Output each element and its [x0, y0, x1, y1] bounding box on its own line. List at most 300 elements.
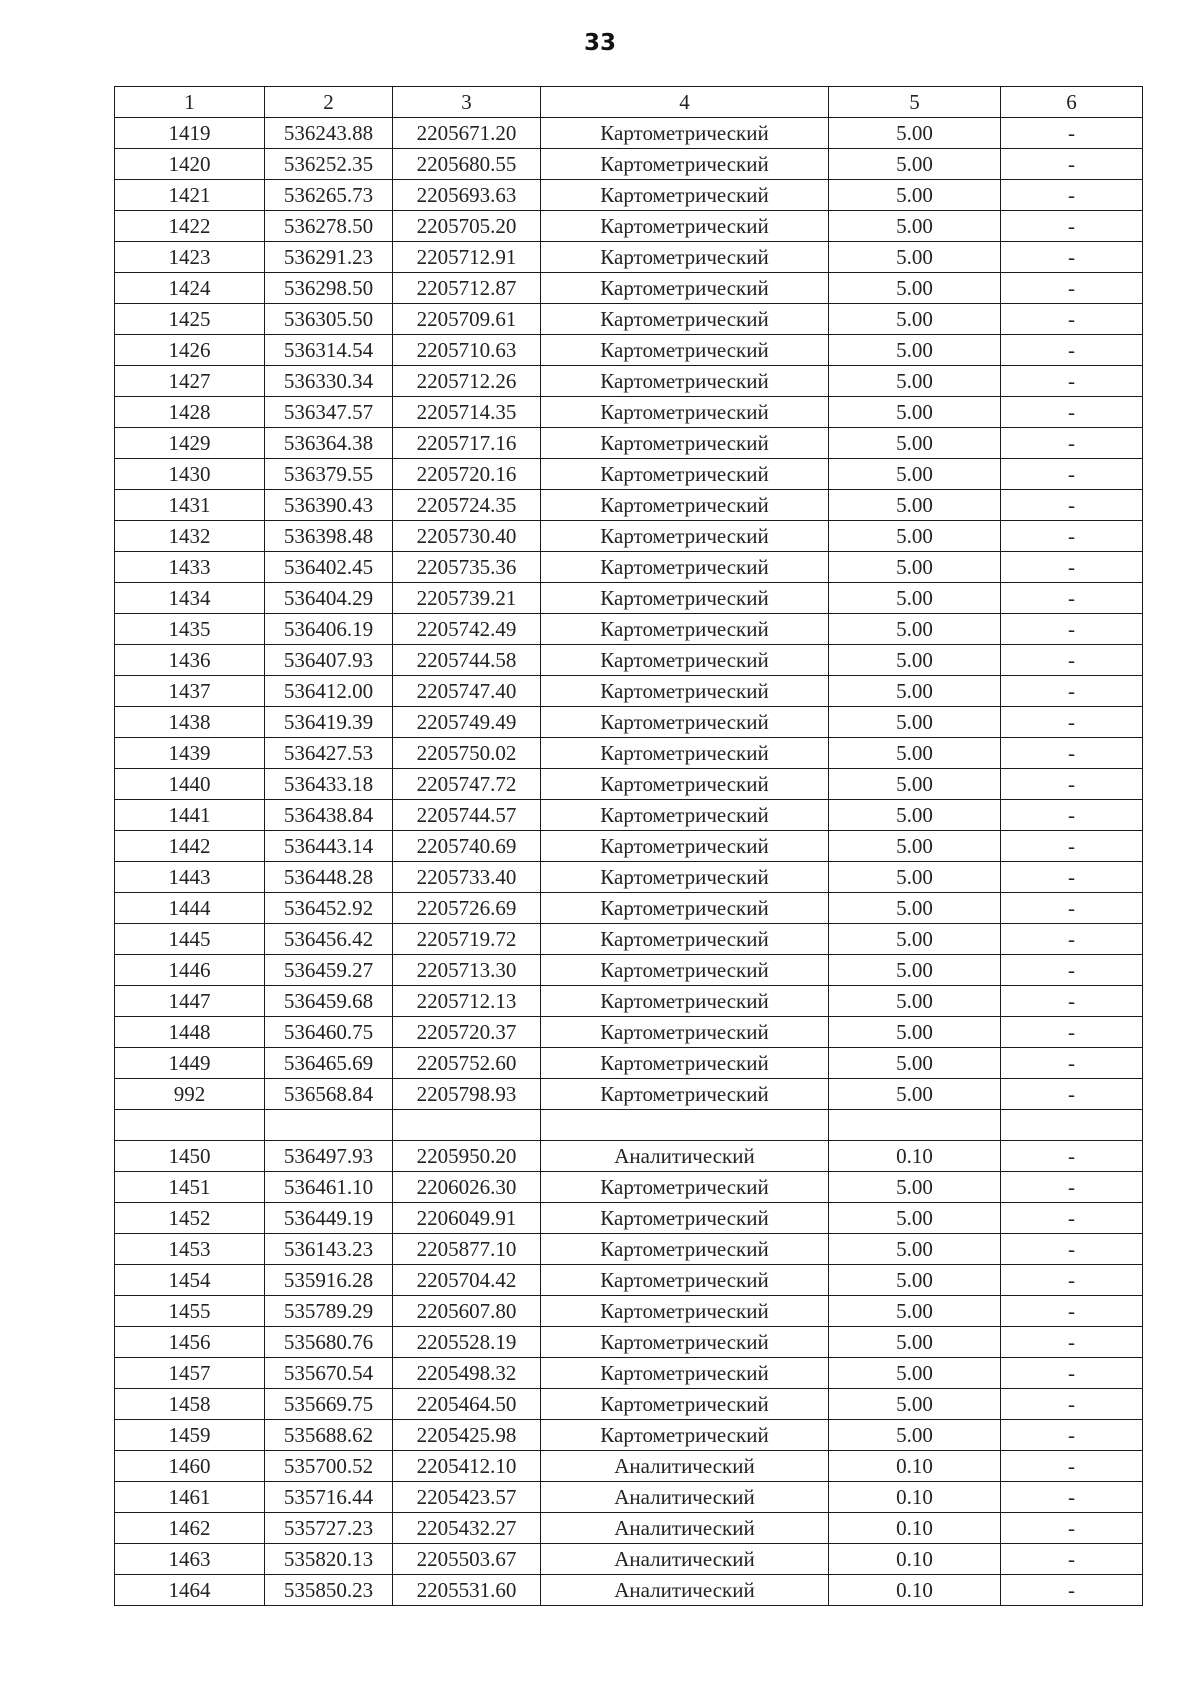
table-row	[115, 831, 1143, 862]
table-cell: -	[1001, 552, 1143, 583]
table-cell: 2205531.60	[393, 1575, 541, 1606]
table-row	[115, 1482, 1143, 1513]
header-cell: 1	[115, 87, 265, 118]
table-cell: 5.00	[829, 149, 1001, 180]
table-cell: Картометрический	[541, 459, 829, 490]
table-cell: 2205730.40	[393, 521, 541, 552]
table-cell: 1422	[115, 211, 265, 242]
table-cell: 2205744.58	[393, 645, 541, 676]
table-row	[115, 1234, 1143, 1265]
table-cell: 1420	[115, 149, 265, 180]
table-cell: 5.00	[829, 738, 1001, 769]
header-cell: 2	[265, 87, 393, 118]
table-cell: 5.00	[829, 118, 1001, 149]
table-cell: 536143.23	[265, 1234, 393, 1265]
table-cell: Аналитический	[541, 1451, 829, 1482]
table-cell: Картометрический	[541, 1017, 829, 1048]
table-cell: 536456.42	[265, 924, 393, 955]
table-cell: 5.00	[829, 211, 1001, 242]
table-cell: 2205528.19	[393, 1327, 541, 1358]
table-cell: -	[1001, 1575, 1143, 1606]
table-cell: -	[1001, 738, 1143, 769]
table-cell: 1441	[115, 800, 265, 831]
table-cell: 1446	[115, 955, 265, 986]
table-cell: 0.10	[829, 1141, 1001, 1172]
table-cell: Картометрический	[541, 645, 829, 676]
table-cell: 536398.48	[265, 521, 393, 552]
table-cell: 2205733.40	[393, 862, 541, 893]
table-row	[115, 924, 1143, 955]
table-cell: -	[1001, 1358, 1143, 1389]
table-cell: -	[1001, 397, 1143, 428]
table-cell: 5.00	[829, 1296, 1001, 1327]
table-cell: 2205710.63	[393, 335, 541, 366]
table-row	[115, 1079, 1143, 1110]
table-row	[115, 1296, 1143, 1327]
table-header-row	[115, 87, 1143, 118]
table-cell: 2205712.26	[393, 366, 541, 397]
table-cell: 5.00	[829, 273, 1001, 304]
table-cell: 1448	[115, 1017, 265, 1048]
table-cell: 536291.23	[265, 242, 393, 273]
table-row	[115, 614, 1143, 645]
table-cell: 2205680.55	[393, 149, 541, 180]
table-cell: 5.00	[829, 490, 1001, 521]
table-cell: 5.00	[829, 180, 1001, 211]
table-row	[115, 800, 1143, 831]
table-cell: 2205752.60	[393, 1048, 541, 1079]
table-cell: -	[1001, 800, 1143, 831]
table-cell: 2205749.49	[393, 707, 541, 738]
table-cell: 536390.43	[265, 490, 393, 521]
table-cell: 2205720.37	[393, 1017, 541, 1048]
table-cell: 2205425.98	[393, 1420, 541, 1451]
table-cell: 1445	[115, 924, 265, 955]
table-cell: -	[1001, 273, 1143, 304]
table-row	[115, 645, 1143, 676]
table-cell: Картометрический	[541, 211, 829, 242]
table-cell: Аналитический	[541, 1141, 829, 1172]
table-cell: 536305.50	[265, 304, 393, 335]
table-cell: 2205705.20	[393, 211, 541, 242]
header-cell: 5	[829, 87, 1001, 118]
table-cell: Картометрический	[541, 521, 829, 552]
table-cell: -	[1001, 707, 1143, 738]
table-cell: -	[1001, 862, 1143, 893]
table-row	[115, 1575, 1143, 1606]
table-cell: 535850.23	[265, 1575, 393, 1606]
table-cell: 1439	[115, 738, 265, 769]
table-cell: Картометрический	[541, 1079, 829, 1110]
table-cell: 536419.39	[265, 707, 393, 738]
table-cell: 2205503.67	[393, 1544, 541, 1575]
table-cell: Картометрический	[541, 955, 829, 986]
table-cell: 5.00	[829, 614, 1001, 645]
table-cell: Картометрический	[541, 1203, 829, 1234]
table-cell: -	[1001, 521, 1143, 552]
table-cell: 2205712.13	[393, 986, 541, 1017]
table-cell: 535820.13	[265, 1544, 393, 1575]
page-number: 33	[583, 30, 616, 56]
table-cell: -	[1001, 893, 1143, 924]
table-cell: 536265.73	[265, 180, 393, 211]
table-cell: 992	[115, 1079, 265, 1110]
table-cell: 536497.93	[265, 1141, 393, 1172]
table-cell: 1426	[115, 335, 265, 366]
table-cell: Картометрический	[541, 242, 829, 273]
table-row	[115, 1544, 1143, 1575]
table-cell: 5.00	[829, 1234, 1001, 1265]
table-cell: Картометрический	[541, 1358, 829, 1389]
table-cell: 0.10	[829, 1482, 1001, 1513]
table-cell: Картометрический	[541, 1234, 829, 1265]
table-cell: Картометрический	[541, 335, 829, 366]
table-row	[115, 242, 1143, 273]
table-row	[115, 893, 1143, 924]
table-cell: Картометрический	[541, 1420, 829, 1451]
table-cell: 1464	[115, 1575, 265, 1606]
header-cell: 3	[393, 87, 541, 118]
table-cell: Картометрический	[541, 831, 829, 862]
table-cell: 2205720.16	[393, 459, 541, 490]
table-cell: 1454	[115, 1265, 265, 1296]
table-cell: 1444	[115, 893, 265, 924]
table-cell: -	[1001, 986, 1143, 1017]
table-cell: -	[1001, 1203, 1143, 1234]
table-cell: -	[1001, 335, 1143, 366]
table-cell: -	[1001, 1017, 1143, 1048]
table-cell: 536330.34	[265, 366, 393, 397]
table-cell: 536243.88	[265, 118, 393, 149]
table-cell: Аналитический	[541, 1513, 829, 1544]
table-cell: -	[1001, 1234, 1143, 1265]
header-cell: 4	[541, 87, 829, 118]
table-cell: 1423	[115, 242, 265, 273]
table-cell: -	[1001, 645, 1143, 676]
table-cell	[115, 1110, 265, 1141]
table-cell: 536347.57	[265, 397, 393, 428]
table-cell: Картометрический	[541, 676, 829, 707]
table-cell: 536406.19	[265, 614, 393, 645]
table-cell: Картометрический	[541, 893, 829, 924]
table-cell: 536252.35	[265, 149, 393, 180]
table-cell: 1443	[115, 862, 265, 893]
table-cell: 2205412.10	[393, 1451, 541, 1482]
table-cell: 536298.50	[265, 273, 393, 304]
table-cell: 5.00	[829, 1389, 1001, 1420]
table-cell: 536438.84	[265, 800, 393, 831]
table-row	[115, 1141, 1143, 1172]
table-row	[115, 490, 1143, 521]
table-row	[115, 955, 1143, 986]
table-cell: 1451	[115, 1172, 265, 1203]
table-row	[115, 738, 1143, 769]
table-cell: Картометрический	[541, 1265, 829, 1296]
table-row	[115, 1048, 1143, 1079]
table-cell: -	[1001, 955, 1143, 986]
table-row	[115, 149, 1143, 180]
table-cell: 1425	[115, 304, 265, 335]
table-cell: 536459.68	[265, 986, 393, 1017]
table-cell: 1429	[115, 428, 265, 459]
table-cell: 1430	[115, 459, 265, 490]
table-cell: 2205693.63	[393, 180, 541, 211]
table-cell: 2206026.30	[393, 1172, 541, 1203]
table-row	[115, 1327, 1143, 1358]
table-row	[115, 583, 1143, 614]
table-cell: 536461.10	[265, 1172, 393, 1203]
table-row	[115, 428, 1143, 459]
table-row	[115, 211, 1143, 242]
table-cell: 1456	[115, 1327, 265, 1358]
table-cell: 5.00	[829, 1172, 1001, 1203]
table-cell: -	[1001, 1482, 1143, 1513]
table-row	[115, 1203, 1143, 1234]
table-cell: Картометрический	[541, 273, 829, 304]
table-cell: 536427.53	[265, 738, 393, 769]
table-cell: Аналитический	[541, 1482, 829, 1513]
table-cell: -	[1001, 1513, 1143, 1544]
table-cell	[265, 1110, 393, 1141]
table-cell: 5.00	[829, 335, 1001, 366]
table-cell: 2205713.30	[393, 955, 541, 986]
table-cell: 535789.29	[265, 1296, 393, 1327]
table-cell: 0.10	[829, 1451, 1001, 1482]
table-cell	[829, 1110, 1001, 1141]
table-cell: 536433.18	[265, 769, 393, 800]
table-cell: 5.00	[829, 1079, 1001, 1110]
table-cell: 5.00	[829, 645, 1001, 676]
table-cell: Картометрический	[541, 1389, 829, 1420]
table-cell: 5.00	[829, 1203, 1001, 1234]
table-cell: 536448.28	[265, 862, 393, 893]
table-cell: 2205423.57	[393, 1482, 541, 1513]
table-cell: 2205877.10	[393, 1234, 541, 1265]
table-row	[115, 180, 1143, 211]
table-body	[115, 118, 1143, 1606]
table-cell: 536452.92	[265, 893, 393, 924]
table-cell: 2205607.80	[393, 1296, 541, 1327]
table-cell	[1001, 1110, 1143, 1141]
table-cell: Картометрический	[541, 180, 829, 211]
table-cell: Картометрический	[541, 583, 829, 614]
table-cell: Картометрический	[541, 738, 829, 769]
table-cell: 535727.23	[265, 1513, 393, 1544]
table-cell: 536465.69	[265, 1048, 393, 1079]
table-cell: 5.00	[829, 986, 1001, 1017]
table-cell: Аналитический	[541, 1544, 829, 1575]
table-cell: 5.00	[829, 1048, 1001, 1079]
table-cell: 2205671.20	[393, 118, 541, 149]
table-cell: 2205712.87	[393, 273, 541, 304]
header-cell: 6	[1001, 87, 1143, 118]
table-cell: 1419	[115, 118, 265, 149]
table-cell: 536459.27	[265, 955, 393, 986]
table-cell: -	[1001, 1172, 1143, 1203]
table-cell: Картометрический	[541, 304, 829, 335]
table-cell: 2205704.42	[393, 1265, 541, 1296]
table-cell: 0.10	[829, 1544, 1001, 1575]
table-cell: 2205950.20	[393, 1141, 541, 1172]
table-cell: Картометрический	[541, 490, 829, 521]
table-cell: 5.00	[829, 521, 1001, 552]
table-cell: 5.00	[829, 1327, 1001, 1358]
table-cell: 0.10	[829, 1513, 1001, 1544]
table-cell: 2205742.49	[393, 614, 541, 645]
table-cell: 536568.84	[265, 1079, 393, 1110]
table-cell: Картометрический	[541, 428, 829, 459]
table-cell: -	[1001, 149, 1143, 180]
table-cell: 2205717.16	[393, 428, 541, 459]
table-cell: 5.00	[829, 769, 1001, 800]
table-cell: -	[1001, 831, 1143, 862]
table-cell: 1455	[115, 1296, 265, 1327]
table-cell: -	[1001, 366, 1143, 397]
table-cell: 2205798.93	[393, 1079, 541, 1110]
table-cell: Картометрический	[541, 1296, 829, 1327]
table-cell: -	[1001, 459, 1143, 490]
table-row	[115, 1110, 1143, 1141]
table-cell: 2205719.72	[393, 924, 541, 955]
table-cell: 2206049.91	[393, 1203, 541, 1234]
table-cell: 536278.50	[265, 211, 393, 242]
table-cell: 5.00	[829, 676, 1001, 707]
table-cell: 536404.29	[265, 583, 393, 614]
table-cell: 535670.54	[265, 1358, 393, 1389]
table-cell: Картометрический	[541, 1327, 829, 1358]
table-cell: 2205432.27	[393, 1513, 541, 1544]
table-row	[115, 459, 1143, 490]
table-cell: 1460	[115, 1451, 265, 1482]
table-cell: -	[1001, 1296, 1143, 1327]
table-cell: 536402.45	[265, 552, 393, 583]
table-cell: 536314.54	[265, 335, 393, 366]
table-cell: Картометрический	[541, 769, 829, 800]
table-cell: 1457	[115, 1358, 265, 1389]
table-row	[115, 1017, 1143, 1048]
table-cell: 5.00	[829, 862, 1001, 893]
table-row	[115, 118, 1143, 149]
table-cell: Картометрический	[541, 552, 829, 583]
table-cell: -	[1001, 614, 1143, 645]
table-cell: 5.00	[829, 428, 1001, 459]
table-cell: 5.00	[829, 800, 1001, 831]
table-cell: 1424	[115, 273, 265, 304]
table-row	[115, 1265, 1143, 1296]
table-cell: 2205714.35	[393, 397, 541, 428]
table-cell: 1435	[115, 614, 265, 645]
table-cell: Картометрический	[541, 614, 829, 645]
table-cell: Картометрический	[541, 149, 829, 180]
table-row	[115, 769, 1143, 800]
table-cell: 1432	[115, 521, 265, 552]
table-cell: -	[1001, 428, 1143, 459]
table-cell: -	[1001, 1451, 1143, 1482]
table-cell: 1452	[115, 1203, 265, 1234]
table-row	[115, 552, 1143, 583]
table-cell: 2205747.40	[393, 676, 541, 707]
table-cell: 2205747.72	[393, 769, 541, 800]
table-cell: 5.00	[829, 707, 1001, 738]
table-cell: 2205735.36	[393, 552, 541, 583]
table-cell: 5.00	[829, 955, 1001, 986]
table-cell: 1453	[115, 1234, 265, 1265]
table-cell: -	[1001, 1389, 1143, 1420]
table-row	[115, 986, 1143, 1017]
table-cell: 2205724.35	[393, 490, 541, 521]
table-cell: Картометрический	[541, 397, 829, 428]
table-cell: 5.00	[829, 304, 1001, 335]
table-cell: 1458	[115, 1389, 265, 1420]
table-cell: 0.10	[829, 1575, 1001, 1606]
table-row	[115, 273, 1143, 304]
table-cell: Картометрический	[541, 1172, 829, 1203]
coordinates-table	[114, 86, 1143, 1606]
table-cell: Картометрический	[541, 986, 829, 1017]
table-cell: Картометрический	[541, 707, 829, 738]
table-cell: 1459	[115, 1420, 265, 1451]
table-row	[115, 366, 1143, 397]
table-cell: 1438	[115, 707, 265, 738]
table-cell: 536364.38	[265, 428, 393, 459]
table-row	[115, 1451, 1143, 1482]
table-cell: Картометрический	[541, 862, 829, 893]
table-cell: 5.00	[829, 1017, 1001, 1048]
table-cell: -	[1001, 242, 1143, 273]
table-cell: 1434	[115, 583, 265, 614]
table-cell: Картометрический	[541, 366, 829, 397]
table-cell: Картометрический	[541, 118, 829, 149]
table-cell: 1447	[115, 986, 265, 1017]
table-cell: 536460.75	[265, 1017, 393, 1048]
table-cell: -	[1001, 676, 1143, 707]
table-cell: 1431	[115, 490, 265, 521]
table-cell: 535680.76	[265, 1327, 393, 1358]
table-cell: -	[1001, 1420, 1143, 1451]
table-cell: -	[1001, 1048, 1143, 1079]
table-cell: 536407.93	[265, 645, 393, 676]
table-row	[115, 1389, 1143, 1420]
table-cell: 2205709.61	[393, 304, 541, 335]
table-cell: 535916.28	[265, 1265, 393, 1296]
table-cell: 2205750.02	[393, 738, 541, 769]
table-cell: Аналитический	[541, 1575, 829, 1606]
table-cell: 5.00	[829, 1265, 1001, 1296]
table-cell: 1442	[115, 831, 265, 862]
table-cell: 5.00	[829, 893, 1001, 924]
table-cell: 1421	[115, 180, 265, 211]
table-row	[115, 862, 1143, 893]
table-cell: 1433	[115, 552, 265, 583]
table-cell: -	[1001, 769, 1143, 800]
table-row	[115, 521, 1143, 552]
table-cell: 2205464.50	[393, 1389, 541, 1420]
table-cell: 5.00	[829, 1358, 1001, 1389]
table-cell: -	[1001, 1544, 1143, 1575]
table-cell: -	[1001, 211, 1143, 242]
table-row	[115, 304, 1143, 335]
table-cell: 536379.55	[265, 459, 393, 490]
table-cell: 535669.75	[265, 1389, 393, 1420]
table-cell: 5.00	[829, 924, 1001, 955]
table-row	[115, 335, 1143, 366]
table-row	[115, 707, 1143, 738]
table-cell: -	[1001, 490, 1143, 521]
table-cell: -	[1001, 180, 1143, 211]
table-cell: 1440	[115, 769, 265, 800]
table-cell: 535700.52	[265, 1451, 393, 1482]
table-cell: 535688.62	[265, 1420, 393, 1451]
